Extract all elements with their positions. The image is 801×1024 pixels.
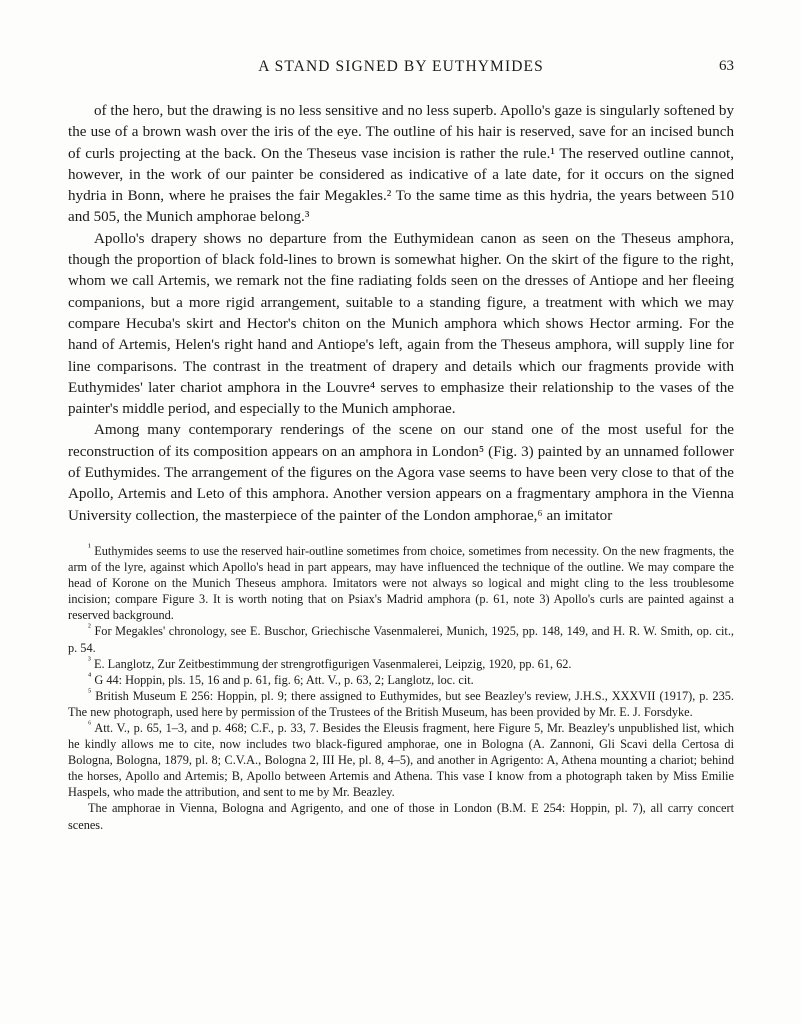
footnote-text-2: For Megakles' chronology, see E. Buschor, Griechische Vasenmalerei, Munich, 1925, pp. 148, 149, and H. R. W. Smith, op. cit., p. 54. bbox=[68, 624, 734, 655]
footnote-6 bbox=[68, 720, 734, 800]
footnote-1 bbox=[68, 543, 734, 623]
footnote-7 bbox=[68, 800, 734, 832]
body-paragraph-1: of the hero, but the drawing is no less sensitive and no less superb. Apollo's gaze is singularly softened by the use of a brown wash over the iris of the eye. The outline of his hair is reserved, save for an incised bunch of curls projecting at the back. On the Theseus vase incision is rather the rule.¹ The reserved outline cannot, however, in the work of our painter be considered as indicative of a late date, for it occurs on the signed hydria in Bonn, where he praises the fair Megakles.² To the same time as this hydria, the years between 510 and 505, the Munich amphorae belong.³ bbox=[68, 103, 734, 226]
footnotes-block bbox=[68, 543, 734, 833]
footnote-text-6: Att. V., p. 65, 1–3, and p. 468; C.F., p. 33, 7. Besides the Eleusis fragment, here Figure 5, Mr. Beazley's unpublished list, which he kindly allows me to cite, now includes two black-figured amphorae, one in Bologna (A. Zannoni, Gli Scavi della Certosa di Bologna, Bologna, 1879, pl. 8; C.V.A., Bologna 2, III He, pl. 8, 4–5), and another in Agrigento: A, Athena mounting a chariot; behind the horses, Apollo and Artemis; B, Apollo between Artemis and Athena. This vase I know from a photograph taken by Miss Emilie Haspels, who made the attribution, and sent to me by Mr. Beazley. bbox=[68, 720, 734, 800]
footnote-5 bbox=[68, 688, 734, 720]
body-text bbox=[68, 101, 734, 527]
footnote-marker-3: ³ bbox=[88, 655, 91, 666]
footnote-2 bbox=[68, 623, 734, 655]
page-number: 63 bbox=[719, 58, 734, 74]
footnote-4 bbox=[68, 672, 734, 688]
body-paragraph-2: Apollo's drapery shows no departure from the Euthymidean canon as seen on the Theseus amphora, though the proportion of black fold-lines to brown is somewhat higher. On the skirt of the figure to the right, whom we call Artemis, we remark not the fine radiating folds seen on the dresses of Antiope and her fleeing companions, but a more rigid arrangement, suitable to a standing figure, a treatment with which we may compare Hecuba's skirt and Hector's chiton on the Munich amphora which shows Hector arming. For the hand of Artemis, Helen's right hand and Antiope's left, again from the Theseus amphora, will supply line for line comparisons. The contrast in the treatment of drapery and details which our fragments provide with Euthymides' later chariot amphora in the Louvre⁴ serves to emphasize their relationship to the vases of the painter's middle period, and especially to the Munich amphorae. bbox=[68, 230, 734, 418]
footnote-text-4: G 44: Hoppin, pls. 15, 16 and p. 61, fig. 6; Att. V., p. 63, 2; Langlotz, loc. cit. bbox=[94, 672, 474, 687]
page-header bbox=[68, 58, 734, 84]
body-paragraph-3: Among many contemporary renderings of the scene on our stand one of the most useful for the reconstruction of its composition appears on an amphora in London⁵ (Fig. 3) painted by an unnamed follower of Euthymides. The arrangement of the figures on the Agora vase seems to have been very close to that of the Apollo, Artemis and Leto of this amphora. Another version appears on a fragmentary amphora in the Vienna University collection, the masterpiece of the painter of the London amphorae,⁶ an imitator bbox=[68, 422, 734, 524]
footnote-marker-4: ⁴ bbox=[88, 671, 92, 682]
footnote-marker-2: ² bbox=[88, 623, 91, 634]
footnote-marker-5: ⁵ bbox=[88, 687, 92, 698]
footnote-text-5: British Museum E 256: Hoppin, pl. 9; there assigned to Euthymides, but see Beazley's review, J.H.S., XXXVII (1917), p. 235. The new photograph, used here by permission of the Trustees of the British Museum, has been provided by Mr. E. J. Forsdyke. bbox=[68, 688, 734, 719]
running-title: A STAND SIGNED BY EUTHYMIDES bbox=[258, 58, 544, 75]
footnote-marker-1: ¹ bbox=[88, 542, 91, 553]
footnote-text-3: E. Langlotz, Zur Zeitbestimmung der strengrotfigurigen Vasenmalerei, Leipzig, 1920, pp. 61, 62. bbox=[93, 656, 572, 671]
page-content bbox=[68, 58, 734, 833]
footnote-text-7: The amphorae in Vienna, Bologna and Agrigento, and one of those in London (B.M. E 254: Hoppin, pl. 7), all carry concert scenes. bbox=[68, 801, 734, 832]
footnote-marker-6: ⁶ bbox=[88, 719, 92, 730]
footnote-3 bbox=[68, 656, 734, 672]
footnote-text-1: Euthymides seems to use the reserved hair-outline sometimes from choice, sometimes from necessity. On the new fragments, the arm of the lyre, against which Apollo's head in part appears, may have influenced the technique of the outline. We may compare the head of Korone on the Munich Theseus amphora. Imitators were not always so logical and might cling to the less troublesome incision; compare Figure 3. It is worth noting that on Psiax's Madrid amphora (p. 61, note 3) Apollo's curls are painted against a reserved background. bbox=[68, 543, 734, 623]
